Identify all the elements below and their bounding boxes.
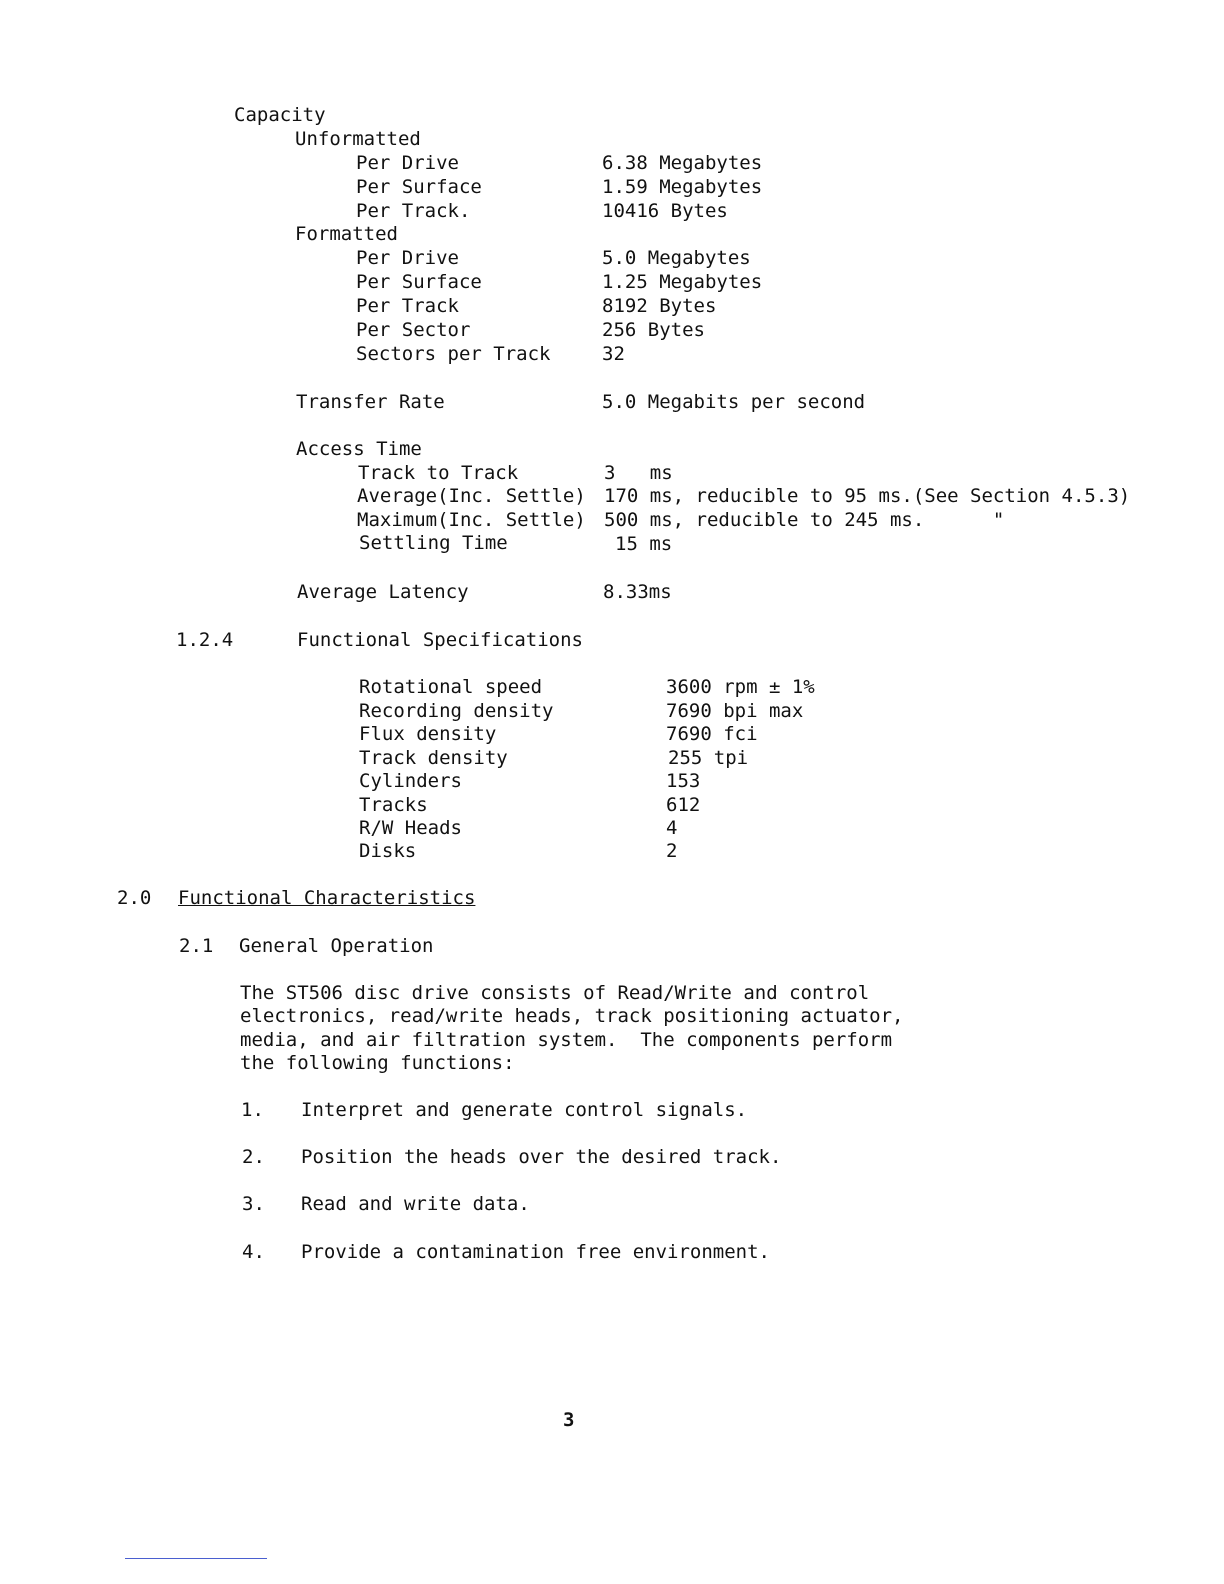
spec-label: Tracks (359, 794, 428, 816)
section-title: Functional Characteristics (178, 887, 476, 909)
paragraph-line: The ST506 disc drive consists of Read/Write and control (240, 982, 870, 1004)
list-item-text: Interpret and generate control signals. (301, 1099, 748, 1121)
spec-label: Cylinders (359, 770, 462, 792)
footer-rule (125, 1558, 267, 1559)
spec-label: Recording density (359, 700, 554, 722)
spec-value: 255 tpi (668, 747, 749, 769)
spec-label: Track to Track (358, 462, 519, 484)
spec-value: 7690 bpi max (666, 700, 804, 722)
average-latency-label: Average Latency (297, 581, 469, 603)
spec-value: 1.59 Megabytes (602, 176, 763, 198)
page-number: 3 (563, 1409, 575, 1431)
spec-label: Flux density (359, 723, 497, 745)
spec-label: Average(Inc. Settle) (357, 485, 586, 507)
list-item-text: Position the heads over the desired track. (301, 1146, 782, 1168)
spec-value: 612 (666, 794, 701, 816)
formatted-heading: Formatted (295, 223, 398, 245)
spec-value: 4 (666, 817, 678, 839)
spec-label: Per Surface (356, 176, 482, 198)
spec-value: 10416 Bytes (602, 200, 728, 222)
spec-label: Per Sector (356, 319, 471, 341)
spec-value: 6.38 Megabytes (602, 152, 763, 174)
spec-value: 8192 Bytes (602, 295, 717, 317)
spec-label: Rotational speed (359, 676, 543, 698)
spec-value: 3 ms (604, 462, 673, 484)
unformatted-heading: Unformatted (295, 128, 421, 150)
spec-value: 2 (666, 840, 678, 862)
spec-label: Disks (359, 840, 417, 862)
spec-value: 7690 fci (666, 723, 758, 745)
spec-value: 32 (602, 343, 625, 365)
spec-label: Settling Time (359, 532, 508, 554)
capacity-heading: Capacity (234, 104, 326, 126)
spec-value: 3600 rpm ± 1% (666, 676, 815, 698)
spec-label: Per Surface (356, 271, 482, 293)
list-item-number: 3. (242, 1193, 265, 1215)
spec-label: R/W Heads (359, 817, 462, 839)
section-number: 2.0 (117, 887, 152, 909)
spec-label: Per Track. (356, 200, 471, 222)
spec-value: 153 (666, 770, 701, 792)
paragraph-line: the following functions: (240, 1052, 515, 1074)
spec-label: Per Track (356, 295, 459, 317)
section-number: 1.2.4 (176, 629, 234, 651)
spec-label: Maximum(Inc. Settle) (357, 509, 586, 531)
spec-value: 1.25 Megabytes (602, 271, 763, 293)
spec-value: 170 ms, reducible to 95 ms.(See Section 4.5.3) (604, 485, 1131, 507)
transfer-rate-value: 5.0 Megabits per second (602, 391, 866, 413)
access-time-heading: Access Time (296, 438, 422, 460)
spec-label: Per Drive (356, 152, 459, 174)
section-title: Functional Specifications (297, 629, 583, 651)
spec-value: 5.0 Megabytes (602, 247, 751, 269)
spec-value: 500 ms, reducible to 245 ms. " (604, 509, 1005, 531)
spec-value: 15 ms (615, 533, 673, 555)
subsection-number: 2.1 (179, 935, 214, 957)
paragraph-line: electronics, read/write heads, track positioning actuator, (240, 1005, 904, 1027)
list-item-text: Provide a contamination free environment. (301, 1241, 770, 1263)
subsection-title: General Operation (239, 935, 434, 957)
paragraph-line: media, and air filtration system. The components perform (240, 1029, 893, 1051)
spec-label: Track density (359, 747, 508, 769)
list-item-number: 1. (241, 1099, 264, 1121)
spec-label: Per Drive (356, 247, 459, 269)
transfer-rate-label: Transfer Rate (296, 391, 445, 413)
list-item-number: 2. (242, 1146, 265, 1168)
spec-label: Sectors per Track (356, 343, 551, 365)
average-latency-value: 8.33ms (603, 581, 672, 603)
spec-value: 256 Bytes (602, 319, 705, 341)
list-item-text: Read and write data. (301, 1193, 530, 1215)
list-item-number: 4. (242, 1241, 265, 1263)
